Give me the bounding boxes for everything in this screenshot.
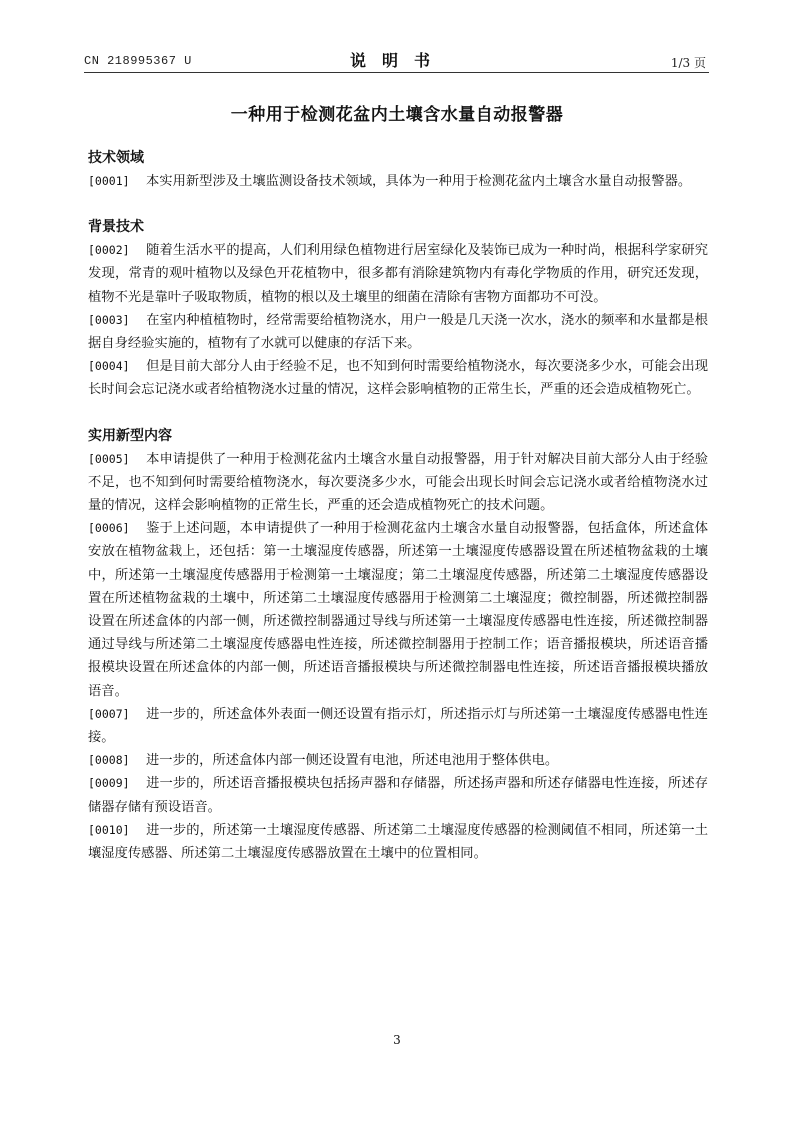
document-title: 一种用于检测花盆内土壤含水量自动报警器 bbox=[230, 105, 564, 125]
paragraph-text: 本申请提供了一种用于检测花盆内土壤含水量自动报警器，用于针对解决目前大部分人由于经验不足，也不知到何时需要给植物浇水，每次要浇多少水，可能会出现长时间会忘记浇水或者给植物浇水过量的情况，这样会影响植物的正常生长，严重的还会造成植物死亡的技术问题。 bbox=[88, 451, 708, 514]
paragraph-text: 进一步的，所述第一土壤湿度传感器、所述第二土壤湿度传感器的检测阈值不相同，所述第一土壤湿度传感器、所述第二土壤湿度传感器放置在土壤中的位置相同。 bbox=[88, 822, 708, 862]
paragraph-text: 但是目前大部分人由于经验不足，也不知到何时需要给植物浇水，每次要浇多少水，可能会出现长时间会忘记浇水或者给植物浇水过量的情况，这样会影响植物的正常生长，严重的还会造成植物死亡。 bbox=[88, 359, 708, 398]
section-heading: 背景技术 bbox=[88, 219, 144, 236]
section-background bbox=[88, 217, 708, 401]
paragraph-0007 bbox=[88, 703, 708, 749]
page-number: 3 bbox=[393, 1033, 401, 1047]
document-type: 说明书 bbox=[349, 51, 446, 70]
paragraph-text: 进一步的，所述盒体内部一侧还设置有电池，所述电池用于整体供电。 bbox=[146, 753, 559, 769]
paragraph-0009 bbox=[88, 772, 708, 818]
page-header bbox=[84, 48, 712, 72]
paragraph-0004 bbox=[88, 355, 708, 401]
paragraph-0006 bbox=[88, 517, 708, 703]
paragraph-number: [0005] bbox=[88, 451, 130, 466]
paragraph-text: 进一步的，所述语音播报模块包括扬声器和存储器，所述扬声器和所述存储器电性连接，所述存储器存储有预设语音。 bbox=[88, 776, 708, 815]
section-utility-model-content bbox=[88, 426, 708, 866]
paragraph-text: 本实用新型涉及土壤监测设备技术领域，具体为一种用于检测花盆内土壤含水量自动报警器。 bbox=[146, 174, 692, 189]
section-spacer bbox=[88, 193, 708, 217]
paragraph-number: [0008] bbox=[88, 753, 130, 768]
paragraph-0003 bbox=[88, 309, 708, 355]
paragraph-0005 bbox=[88, 448, 708, 518]
paragraph-number: [0007] bbox=[88, 706, 130, 721]
paragraph-number: [0010] bbox=[88, 822, 130, 837]
section-technical-field bbox=[88, 148, 708, 193]
section-spacer bbox=[88, 402, 708, 426]
paragraph-number: [0002] bbox=[88, 243, 130, 258]
paragraph-number: [0003] bbox=[88, 312, 130, 327]
paragraph-text: 进一步的，所述盒体外表面一侧还设置有指示灯，所述指示灯与所述第一土壤湿度传感器电性连接。 bbox=[88, 706, 708, 746]
document-body bbox=[88, 148, 708, 865]
paragraph-0002 bbox=[88, 239, 708, 309]
paragraph-text: 在室内种植植物时，经常需要给植物浇水，用户一般是几天浇一次水，浇水的频率和水量都是根据自身经验实施的，植物有了水就可以健康的存活下来。 bbox=[88, 312, 708, 352]
paragraph-number: [0001] bbox=[88, 174, 130, 188]
section-heading: 实用新型内容 bbox=[88, 427, 172, 444]
section-heading: 技术领域 bbox=[88, 150, 144, 166]
page-indicator: 1/3 页 bbox=[670, 56, 706, 70]
paragraph-number: [0006] bbox=[88, 521, 130, 536]
paragraph-0001 bbox=[88, 170, 708, 193]
paragraph-number: [0004] bbox=[88, 359, 130, 374]
paragraph-text: 鉴于上述问题，本申请提供了一种用于检测花盆内土壤含水量自动报警器，包括盒体，所述盒体安放在植物盆栽上，还包括：第一土壤湿度传感器，所述第一土壤湿度传感器设置在所述植物盆栽的土壤中，所述第一土壤湿度传感器用于检测第一土壤湿度；第二土壤湿度传感器，所述第二土壤湿度传感器设置在所述植物盆栽的土壤中，所述第二土壤湿度传感器用于检测第二土壤湿度；微控制器，所述微控制器设置在所述盒体的内部一侧，所述微控制器通过导线与所述第一土壤湿度传感器电性连接，所述微控制器通过导线与所述第二土壤湿度传感器电性连接，所述微控制器用于控制工作；语音播报模块，所述语音播报模块设置在所述盒体的内部一侧，所述语音播报模块与所述微控制器电性连接，所述语音播报模块播放语音。 bbox=[88, 521, 708, 699]
header-rule bbox=[84, 72, 709, 73]
paragraph-text: 随着生活水平的提高，人们利用绿色植物进行居室绿化及装饰已成为一种时尚，根据科学家研究发现，常青的观叶植物以及绿色开花植物中，很多都有消除建筑物内有毒化学物质的作用，研究还发现，植物不光是靠叶子吸取物质，植物的根以及土壤里的细菌在清除有害物方面都功不可没。 bbox=[88, 243, 708, 305]
paragraph-0008 bbox=[88, 749, 708, 772]
patent-number: CN 218995367 U bbox=[84, 54, 192, 68]
paragraph-0010 bbox=[88, 819, 708, 865]
paragraph-number: [0009] bbox=[88, 776, 130, 791]
